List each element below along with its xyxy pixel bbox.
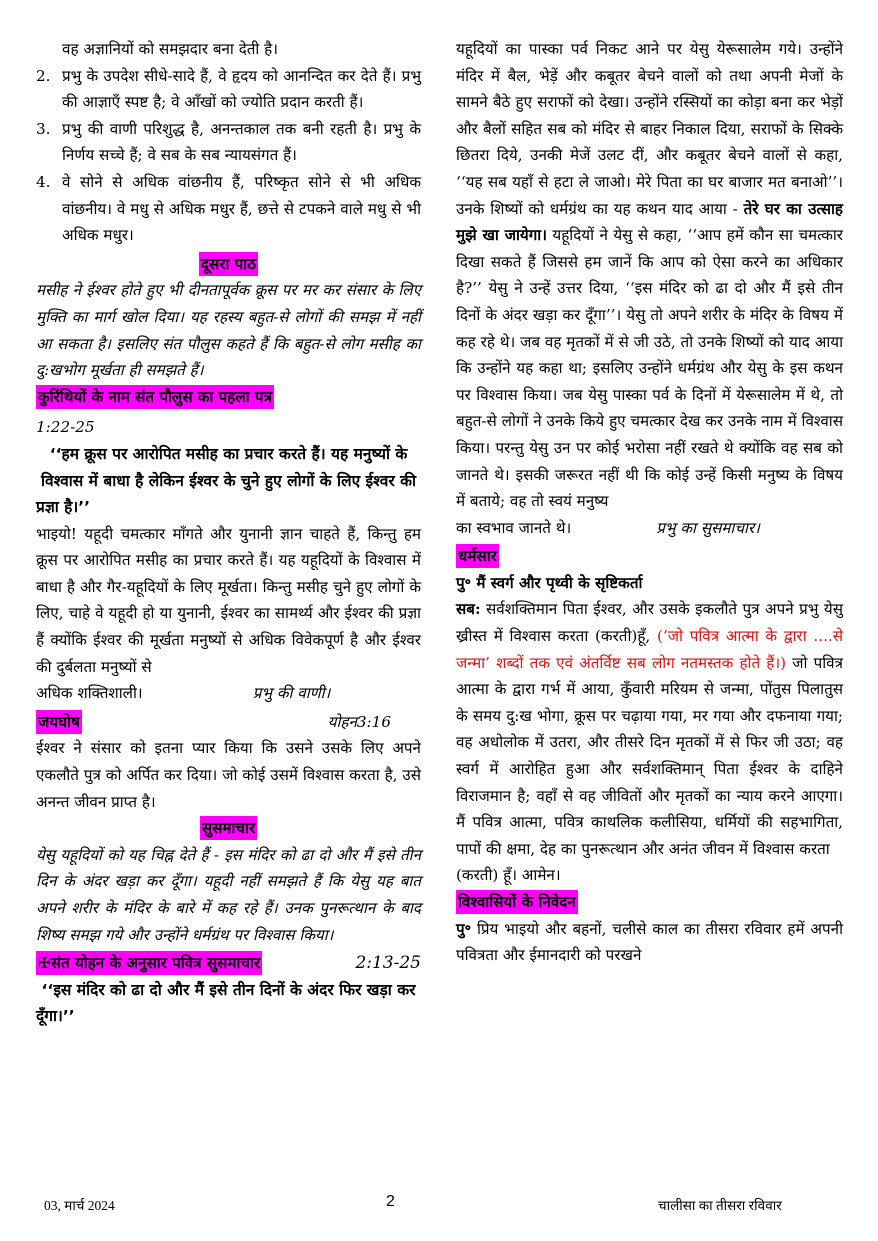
- creed-rest: जो पवित्र आत्मा के द्वारा गर्भ में आया, कुँवारी मरियम से जन्मा, पोंतुस पिलातुस के समय दु:ख भोगा, क्रूस पर चढ़ाया गया, मर गया और दफनाया गया; वह अधोलोक में उतरा, और तीसरे दिन मृतकों में से फिर जी उठा; वह स्वर्ग में आरोहित हुआ और सर्वशक्तिमान् पिता ईश्वर के दाहिने विराजमान है; वहाँ से वह जीवितों और मृतकों का न्याय करने आएगा। मैं पवित्र आत्मा, पवित्र काथलिक कलीसिया, धर्मियों की सहभागिता, पापों की क्षमा, देह का पुनरूत्थान और अनंत जीवन में विश्वास करता: [456, 653, 843, 858]
- creed-amen: (करती) हूँ। आमेन।: [456, 866, 561, 885]
- left-column: [36, 36, 421, 1030]
- creed-rubric: (‘जो पवित्र आत्मा के द्वारा ....से जन्मा’ शब्दों तक एवं अंतर्विष्ट सब लोग नतमस्तक होते हैं।): [456, 627, 844, 672]
- creed-all-text: सर्वशक्तिमान पिता ईश्वर, और उसके इकलौते पुत्र अपने प्रभु येसु ख्रीस्त में विश्वास करता (करती)हूँ,: [456, 600, 843, 646]
- gospel-body-last: का स्वभाव जानते थे।: [456, 518, 572, 537]
- second-reading-reference: 1:22-25: [36, 418, 95, 437]
- psalm-item-text: वे सोने से अधिक वांछनीय हैं, परिष्कृत सोने से भी अधिक वांछनीय। वे मधु से अधिक मधुर हैं, छत्ते से टपकने वाले मधु से भी अधिक मधुर।: [62, 172, 421, 245]
- prayers-heading: विश्वासियों के निवेदन: [456, 890, 578, 914]
- gospel-source-text: संत योहन के अनुसार पवित्र सुसमाचार: [50, 954, 261, 973]
- psalm-item: [36, 63, 421, 116]
- prayers-body: [456, 916, 843, 969]
- second-reading-body-last: अधिक शक्तिशाली।: [36, 684, 143, 703]
- acclamation-reference: योहन3:16: [327, 712, 391, 731]
- psalm-item: [36, 169, 421, 249]
- creed-priest-line: पु॰ मैं स्वर्ग और पृथ्वी के सृष्टिकर्ता: [456, 573, 643, 592]
- second-reading-summary: मसीह ने ईश्वर होते हुए भी दीनतापूर्वक क्रूस पर मर कर संसार के लिए मुक्ति का मार्ग खोल दिया। यह रहस्य बहुत-से लोगों की समझ में नहीं आ सकता है। इसलिए संत पौलुस कहते हैं कि बहुत-से लोग मसीह का दु:खभोग मूर्खता ही समझते हैं।: [36, 281, 421, 380]
- footer-date: 03, मार्च 2024: [44, 1198, 115, 1213]
- creed-body: [456, 596, 843, 862]
- psalm-item-number: 3.: [36, 119, 51, 138]
- second-reading-closing: प्रभु की वाणी।: [252, 684, 331, 703]
- psalm-item-text: प्रभु के उपदेश सीधे-सादे हैं, वे हृदय को आनन्दित कर देते हैं। प्रभु की आज्ञाएँ स्पष्ट है; वे आँखों को ज्योति प्रदान करती हैं।: [62, 66, 421, 112]
- psalm-tail: वह अज्ञानियों को समझदार बना देती है।: [62, 40, 279, 58]
- creed-all-label: सब:: [456, 600, 481, 619]
- acclamation-text: ईश्वर ने संसार को इतना प्यार किया कि उसने उसके लिए अपने एकलौते पुत्र को अर्पित कर दिया। जो कोई उसमें विश्वास करता है, उसे अनन्त जीवन प्राप्त है।: [36, 739, 421, 811]
- gospel-heading: सुसमाचार: [200, 816, 257, 840]
- second-reading-key-quote: ‘‘हम क्रूस पर आरोपित मसीह का प्रचार करते हैं। यह मनुष्यों के विश्वास में बाधा है लेकिन ईश्वर के चुने हुए लोगों के लिए ईश्वर की प्रज्ञा है।’’: [36, 444, 417, 517]
- gospel-summary: येसु यहूदियों को यह चिह्न देते हैं - इस मंदिर को ढा दो और मैं इसे तीन दिन के अंदर खड़ा कर दूँगा। यहूदी नहीं समझते हैं कि येसु यह बात अपने शरीर के मंदिर के बारे में कह रहे हैं। उनक पुनरूत्थान के बाद शिष्य समझ गये और उन्होंने धर्मग्रंथ पर विश्वास किया।: [36, 845, 421, 944]
- gospel-closing: प्रभु का सुसमाचार।: [656, 518, 760, 537]
- gospel-source-heading: [36, 951, 262, 975]
- cross-icon: ✠: [38, 954, 51, 973]
- psalm-item: [36, 116, 421, 169]
- gospel-body-bold: तेरे घर का उत्साह मुझे खा जायेगा।: [456, 199, 843, 245]
- footer-occasion: चालीसा का तीसरा रविवार: [658, 1198, 782, 1213]
- gospel-body-text-2: यहूदियों ने येसु से कहा, ‘‘आप हमें कौन सा चमत्कार दिखा सकते हैं जिससे हम जानें कि आप को ऐसा करने का अधिकार है?’’ येसु ने उन्हें उत्तर दिया, ‘‘इस मंदिर को ढा दो और मैं इसे तीन दिनों के अंदर खड़ा कर दूँगा’’। येसु तो अपने शरीर के मंदिर के विषय में कह रहे थे। जब वह मृतकों में से जी उठे, तो उनके शिष्यों को याद आया कि उन्होंने यह कहा था; इसलिए उन्होंने धर्मग्रंथ और येसु के इस कथन पर विश्वास किया। जब येसु पास्का पर्व के दिनों में येरूसालेम में थे, तो बहुत-से लोगों ने उनके किये हुए चमत्कार देख कर उनके नाम में विश्वास किया। परन्तु येसु उन पर कोई भरोसा नहीं रखते थे क्योंकि वह सब को जानते थे। इसकी जरूरत नहीं थी कि कोई उन्हें किसी मनुष्य के विषय में बताये; वह तो स्वयं मनुष्य: [456, 226, 844, 511]
- gospel-reference: 2:13-25: [355, 953, 421, 974]
- gospel-body-text: यहूदियों का पास्का पर्व निकट आने पर येसु येरूसालेम गये। उन्होंने मंदिर में बैल, भेड़ें और कबूतर बेचने वालों को तथा अपनी मेजों के सामने बैठे हुए सराफों को देखा। उन्होंने रस्सियों का कोड़ा बना कर भेड़ों और बैलों सहित सब को मंदिर से बाहर निकाल दिया, सराफों के सिक्के छितरा दिये, उनकी मेजें उलट दीं, और कबूतर बेचने वालों से कहा, ‘‘यह सब यहाँ से हटा ले जाओ। मेरे पिता का घर बाजार मत बनाओ’’। उनके शिष्यों को धर्मग्रंथ का यह कथन याद आया -: [456, 40, 843, 218]
- acclamation-heading: जयघोष: [36, 710, 82, 734]
- right-column: [456, 36, 843, 969]
- creed-heading: धर्मसार: [456, 544, 499, 568]
- gospel-key-quote: ‘‘इस मंदिर को ढा दो और मैं इसे तीन दिनों के अंदर फिर खड़ा कर दूँगा।’’: [36, 980, 416, 1026]
- page-number: 2: [386, 1193, 395, 1210]
- prayers-priest-label: पु॰: [456, 919, 472, 938]
- second-reading-source: कुरिंथियों के नाम संत पौलुस का पहला पत्र: [36, 385, 274, 409]
- second-reading-heading: दूसरा पाठ: [199, 252, 258, 276]
- psalm-item-number: 2.: [36, 66, 51, 85]
- gospel-body: [456, 36, 843, 515]
- prayers-text: प्रिय भाइयो और बहनों, चलीसे काल का तीसरा रविवार हमें अपनी पवित्रता और ईमानदारी को परखने: [456, 919, 844, 965]
- second-reading-body: भाइयो! यहूदी चमत्कार माँगते और युनानी ज्ञान चाहते हैं, किन्तु हम क्रूस पर आरोपित मसीह का प्रचार करते हैं। यह यहूदियों के विश्वास में बाधा है और गैर-यहूदियों के लिए मूर्खता। किन्तु मसीह चुने हुए लोगों के लिए, चाहे वे यहूदी हो या युनानी, ईश्वर का सामर्थ्य और ईश्वर की प्रज्ञा हैं क्योंकि ईश्वर की मूर्खता मनुष्यों से अधिक विवेकपूर्ण है और ईश्वर की दुर्बलता मनुष्यों से: [36, 524, 421, 676]
- psalm-item-text: प्रभु की वाणी परिशुद्ध है, अनन्तकाल तक बनी रहती है। प्रभु के निर्णय सच्चे हैं; वे सब के सब न्यायसंगत हैं।: [62, 119, 421, 165]
- psalm-item-number: 4.: [36, 172, 51, 191]
